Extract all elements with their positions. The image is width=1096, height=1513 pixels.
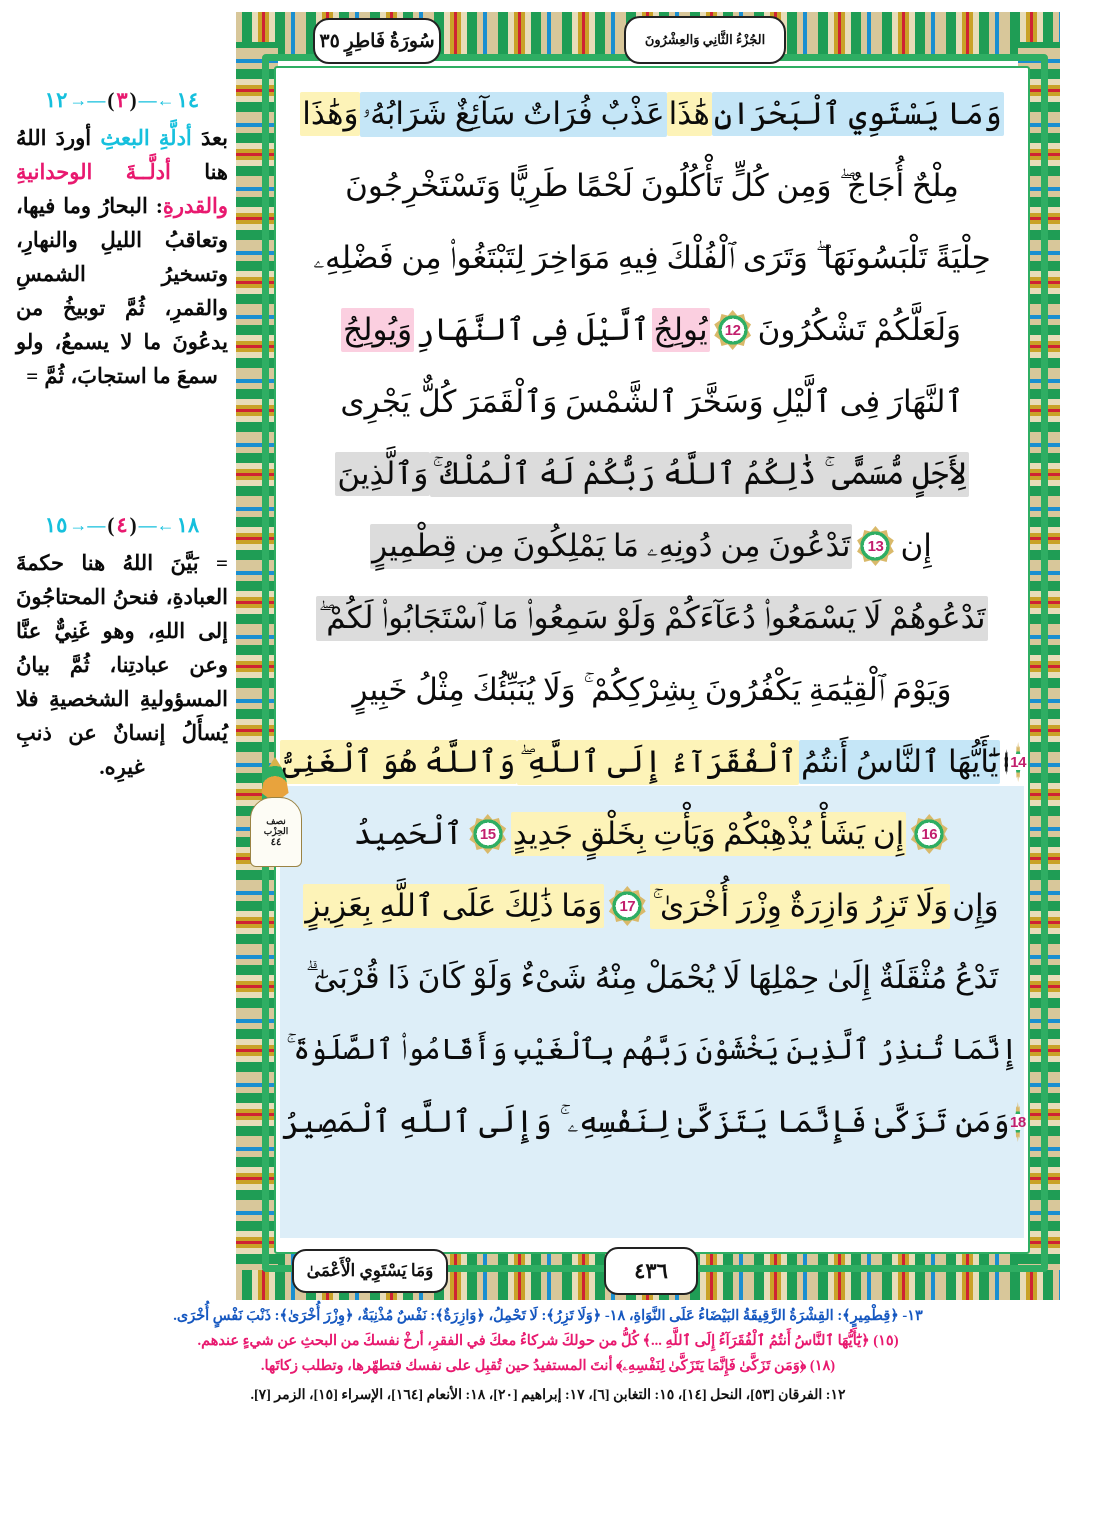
quran-text-segment: إِنَّمَا تُنذِرُ ٱلَّذِينَ يَخْشَوْنَ رَبَّهُم بِٱلْغَيْبِ وَأَقَامُوا۟ ٱلصَّلَوٰةَ ۚ bbox=[286, 1035, 1018, 1066]
side-note-text bbox=[16, 546, 228, 784]
quran-line bbox=[280, 1014, 1024, 1086]
range-to: ١٤ bbox=[176, 88, 200, 112]
quran-text-segment: وَٱللَّهُ هُوَ ٱلْغَنِىُّ bbox=[280, 740, 517, 784]
quran-line bbox=[280, 510, 1024, 582]
quran-text-segment: حِلْيَةً تَلْبَسُونَهَا ۖ وَتَرَى ٱلْفُلْكَ فِيهِ مَوَاخِرَ لِتَبْتَغُوا۟ مِن فَضْلِهِۦ bbox=[313, 239, 991, 275]
range-paren-close: ) bbox=[107, 88, 115, 112]
footnotes-section bbox=[16, 1306, 1080, 1404]
surah-title-cartouche bbox=[313, 18, 441, 64]
range-arrow-right-icon: —→ bbox=[69, 90, 106, 110]
quran-text-body bbox=[280, 78, 1024, 1238]
ayah-number: 13 bbox=[867, 537, 884, 555]
side-note-block bbox=[16, 513, 228, 784]
ayah-number: 14 bbox=[1010, 753, 1026, 771]
quran-text-segment: لِأَجَلٍ مُّسَمًّى ۚ ذَٰلِكُمُ ٱللَّهُ رَبُّكُمْ لَهُ ٱلْمُلْكُ ۚ bbox=[430, 452, 968, 497]
ayah-end-marker bbox=[468, 814, 508, 854]
ayah-number: 16 bbox=[921, 825, 938, 843]
ayah-number: 15 bbox=[479, 825, 496, 843]
range-paren-close: ) bbox=[107, 513, 115, 538]
hizb-line1: نصف bbox=[266, 815, 286, 826]
cross-references-line: ١٢: الفرقان [٥٣]، النحل [١٤]، ١٥: التغابن [٦]، ١٧: إبراهيم [٢٠]، ١٨: الأنعام [١٦٤]، الإسراء [١٥]، الزمر [٧]. bbox=[250, 1388, 846, 1404]
quran-line bbox=[280, 654, 1024, 726]
ayah-number: 18 bbox=[1010, 1113, 1026, 1131]
range-count: ٤ bbox=[116, 513, 128, 538]
quran-line bbox=[280, 798, 1024, 870]
side-note-fragment: أدلَّةِ البعثِ bbox=[100, 126, 192, 150]
range-from: ١٥ bbox=[44, 513, 68, 538]
quran-text-segment: إِن bbox=[900, 528, 932, 563]
quran-text-segment: وَٱلَّذِينَ bbox=[335, 452, 430, 496]
ayah-number: 17 bbox=[619, 897, 636, 915]
hizb-line2: الحِزْب bbox=[263, 826, 289, 837]
ayah-end-marker bbox=[1010, 1102, 1026, 1142]
side-note-fragment: : البحارُ وما فيها، وتعاقبُ الليلِ والنهارِ، وتسخيرُ الشمسِ والقمرِ، ثُمَّ توبيخُ من يدعُونَ ما لا يسمعُ، ولو سمعَ ما استجابَ، ثُمَّ = bbox=[16, 194, 228, 389]
quran-text-segment: ٱلْحَمِيدُ bbox=[353, 816, 463, 851]
ayah-end-marker bbox=[607, 886, 647, 926]
quran-text-segment: وَيَوْمَ ٱلْقِيَٰمَةِ يَكْفُرُونَ بِشِرْكِكُمْ ۚ وَلَا يُنَبِّئُكَ مِثْلُ خَبِيرٍ bbox=[352, 671, 952, 707]
quran-text-segment: وَلَا تَزِرُ وَازِرَةٌ وِزْرَ أُخْرَىٰ ۚ bbox=[650, 884, 950, 929]
ayah-end-marker bbox=[909, 814, 949, 854]
side-note-text bbox=[16, 121, 228, 393]
range-count: ٣ bbox=[116, 88, 128, 112]
quran-text-segment: ٱلنَّهَارَ فِى ٱلَّيْلِ وَسَخَّرَ ٱلشَّمْسَ وَٱلْقَمَرَ كُلٌّ يَجْرِى bbox=[340, 384, 964, 419]
ayah-end-marker bbox=[855, 526, 895, 566]
range-arrow-right-icon: —→ bbox=[69, 515, 106, 536]
footnote-line: ١٣- ﴿قِطْمِيرٍ﴾: القِشْرَةُ الرَّقِيقَةُ البَيْضَاءُ عَلَى النَّوَاةِ، ١٨- ﴿وَلَا تَزِرُ﴾: لَا تَحْمِلُ، ﴿وَازِرَةٌ﴾: نَفْسٌ مُذْنِبَةٌ، ﴿وِزْرَ أُخْرَىٰ﴾: ذَنْبَ نَفْسٍ أُخْرَى. bbox=[173, 1308, 923, 1324]
quran-line bbox=[280, 870, 1024, 942]
range-from: ١٢ bbox=[44, 88, 68, 112]
surah-title-text: سُورَةُ فَاطِرٍ ٣٥ bbox=[319, 30, 435, 52]
side-note-ayah-range bbox=[16, 513, 228, 538]
quran-text-segment: مِلْحٌ أُجَاجٌ ۖ وَمِن كُلٍّ تَأْكُلُونَ لَحْمًا طَرِيًّا وَتَسْتَخْرِجُونَ bbox=[345, 167, 959, 203]
quran-line bbox=[280, 942, 1024, 1014]
side-commentary-column bbox=[16, 88, 228, 1278]
quran-line bbox=[280, 150, 1024, 222]
quran-text-segment: إِن يَشَأْ يُذْهِبْكُمْ وَيَأْتِ بِخَلْقٍ جَدِيدٍ bbox=[511, 812, 907, 856]
quran-line bbox=[280, 366, 1024, 438]
hizb-number: ٤٤ bbox=[270, 836, 282, 848]
quran-text-segment: وَإِن bbox=[952, 888, 999, 923]
quran-line bbox=[280, 294, 1024, 366]
hizb-plate bbox=[250, 797, 302, 867]
juz-label-cartouche bbox=[624, 16, 786, 64]
ayah-end-marker bbox=[713, 310, 753, 350]
side-note-fragment: بعدَ bbox=[191, 126, 229, 150]
quran-text-segment: وَمَن تَزَكَّىٰ فَإِنَّمَا يَتَزَكَّىٰ لِنَفْسِهِۦ ۚ وَإِلَى ٱللَّهِ ٱلْمَصِيرُ bbox=[282, 1103, 1010, 1139]
ayah-end-marker bbox=[1010, 742, 1026, 782]
page-number-text: ٤٣٦ bbox=[634, 1258, 668, 1283]
quran-text-segment: هَٰذَا bbox=[667, 92, 712, 136]
hizb-marker bbox=[247, 757, 303, 875]
side-note-fragment: أدلَّــةَ الوحدانيةِ والقدرةِ bbox=[16, 160, 228, 219]
quran-text-segment: ٱلْفُقَرَآءُ إِلَى ٱللَّهِ ۖ bbox=[517, 740, 799, 785]
quran-text-segment: يَٰٓأَيُّهَا ٱلنَّاسُ أَنتُمُ bbox=[799, 740, 1000, 784]
quran-text-segment: وَمَا يَسْتَوِي ٱلْبَحْرَانِ bbox=[712, 92, 1004, 136]
quran-text-segment: تَدْعُ مُثْقَلَةٌ إِلَىٰ حِمْلِهَا لَا يُحْمَلْ مِنْهُ شَىْءٌ وَلَوْ كَانَ ذَا قُرْبَىٰٓ ۗ bbox=[305, 959, 999, 995]
range-arrow-left-icon: ←— bbox=[138, 90, 175, 110]
footnote-line: (١٨) ﴿وَمَن تَزَكَّىٰ فَإِنَّمَا يَتَزَكَّىٰ لِنَفْسِهِۦ﴾ أنتَ المستفيدُ حين تُقبِل على نفسك فتطهّرها، وتطلب زكاتَها. bbox=[260, 1357, 836, 1374]
range-to: ١٨ bbox=[176, 513, 200, 538]
side-note-block bbox=[16, 88, 228, 393]
side-note-fragment: أوردَ اللهُ هنا bbox=[16, 126, 229, 185]
juz-label-text: الجُزْءُ الثَّانِي وَالعِشْرُونَ bbox=[644, 32, 766, 47]
footnote-line: (١٥) ﴿يَٰٓأَيُّهَا ٱلنَّاسُ أَنتُمُ ٱلْفُقَرَآءُ إِلَى ٱللَّهِ ...﴾ كُلُّ من حولكَ شركاءُ معكَ في الفقرِ، أرخْ نفسكَ من البحثِ عن شيءٍ عندهم. bbox=[197, 1332, 899, 1349]
quran-line bbox=[280, 222, 1024, 294]
range-arrow-left-icon: ←— bbox=[138, 515, 175, 536]
quran-text-segment: وَلَعَلَّكُمْ تَشْكُرُونَ bbox=[757, 312, 962, 347]
sajda-star-icon bbox=[1004, 749, 1008, 775]
range-paren-open: ( bbox=[129, 88, 137, 112]
quran-text-segment: يُولِجُ bbox=[652, 308, 710, 352]
catchword-text: وَمَا يَسْتَوِي الْأَعْمَىٰ bbox=[306, 1261, 434, 1280]
quran-line bbox=[280, 438, 1024, 510]
quran-text-segment: وَمَا ذَٰلِكَ عَلَى ٱللَّهِ بِعَزِيزٍ bbox=[303, 884, 604, 928]
quran-line bbox=[280, 78, 1024, 150]
side-note-fragment: = بَيَّنَ اللهُ هنا حكمةَ العبادةِ، فنحنُ المحتاجُونَ إلى اللهِ، وهو غَنِيٌّ عنَّا وعن عبادتِنا، ثُمَّ بيانُ المسؤوليةِ الشخصيةِ فلا يُسأَلُ إنسانٌ عن ذنبِ غيرِه. bbox=[16, 551, 228, 780]
quran-line bbox=[280, 1086, 1024, 1158]
quran-text-segment: تَدْعُوهُمْ لَا يَسْمَعُوا۟ دُعَآءَكُمْ وَلَوْ سَمِعُوا۟ مَا ٱسْتَجَابُوا۟ لَكُمْ ۖ bbox=[316, 596, 987, 641]
ayah-number: 12 bbox=[724, 321, 741, 339]
quran-line bbox=[280, 582, 1024, 654]
page-number-cartouche bbox=[604, 1247, 698, 1295]
quran-text-segment: تَدْعُونَ مِن دُونِهِۦ مَا يَمْلِكُونَ مِن قِطْمِيرٍ bbox=[370, 524, 852, 569]
quran-text-segment: وَيُولِجُ bbox=[341, 308, 414, 352]
side-note-ayah-range bbox=[16, 88, 228, 113]
catchword-cartouche bbox=[292, 1249, 448, 1293]
quran-text-segment: عَذْبٌ فُرَاتٌ سَآئِغٌ شَرَابُهُۥ bbox=[360, 92, 666, 137]
quran-text-segment: ٱلَّيْلَ فِى ٱلنَّهَارِ bbox=[416, 312, 650, 347]
quran-text-segment: وَهَٰذَا bbox=[300, 92, 360, 136]
quran-line bbox=[280, 726, 1024, 798]
range-paren-open: ( bbox=[129, 513, 137, 538]
